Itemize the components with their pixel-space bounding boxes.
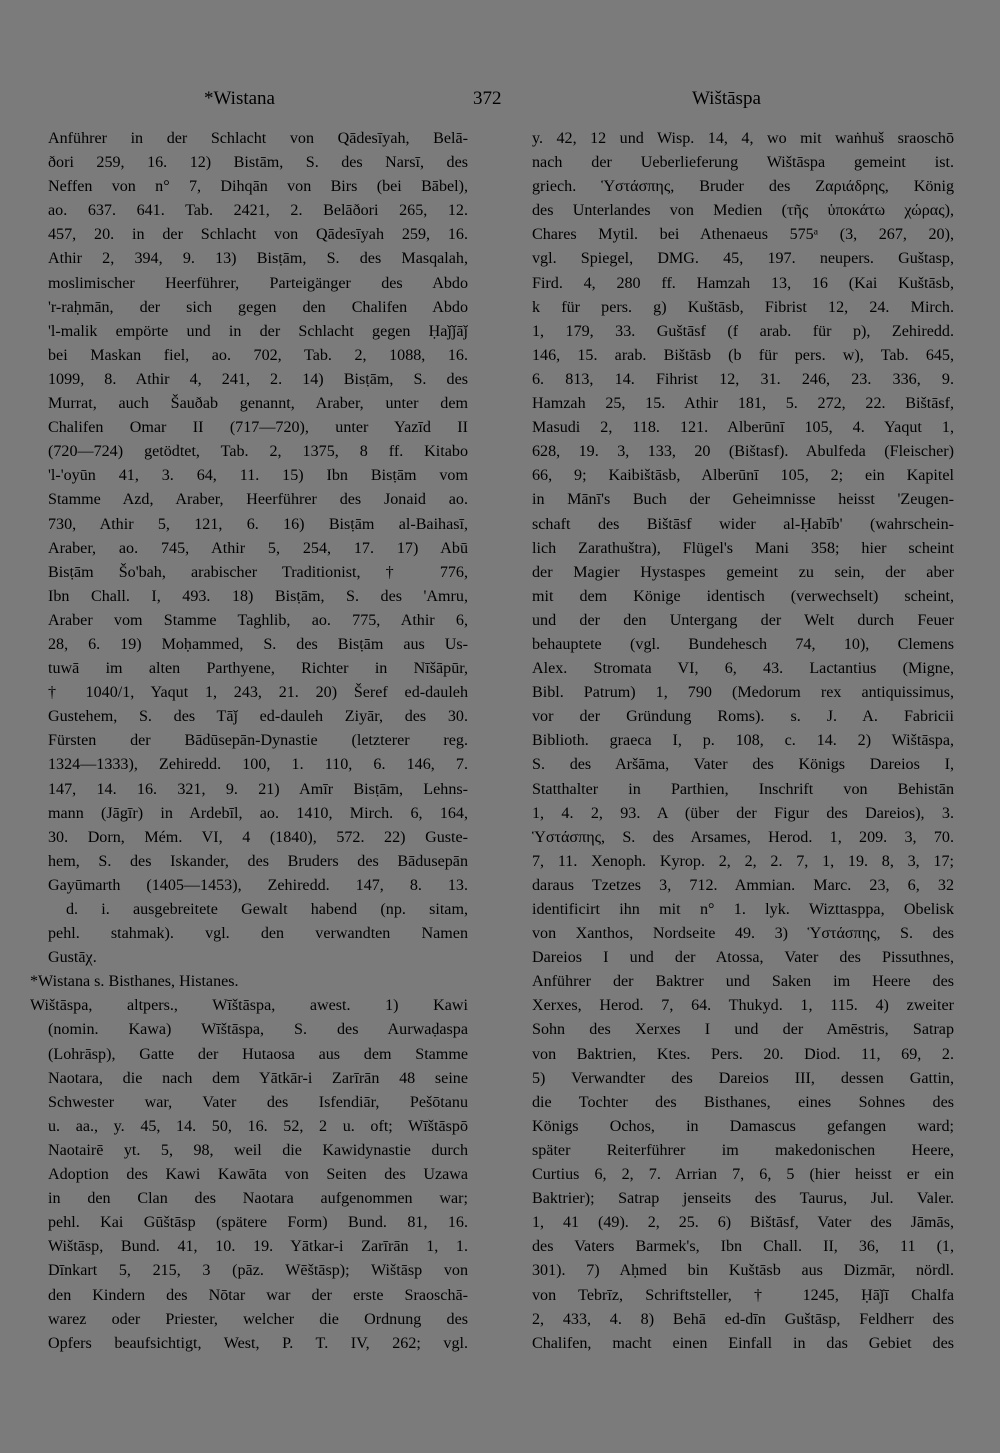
text-line: von Tebrīz, Schriftsteller, † 1245, Ḥāǰī Chalfa: [532, 1286, 954, 1304]
text-line: Dareios I und der Atossa, Vater des Pissuthnes,: [532, 949, 954, 967]
text-line: in Mānī's Buch der Geheimnisse heisst 'Zeugen-: [532, 491, 954, 509]
text-line: 730, Athir 5, 121, 6. 16) Bisṭām al-Baihasī,: [48, 515, 468, 533]
text-line: von Baktrien, Ktes. Pers. 20. Diod. 11, 69, 2.: [532, 1045, 954, 1063]
text-line: den Kindern des Nōtar war der erste Sraoschā-: [48, 1286, 468, 1304]
header-right-headword: Wištāspa: [692, 88, 761, 109]
text-line: ao. 637. 641. Tab. 2421, 2. Belāðori 265, 12.: [48, 202, 468, 220]
text-line: lich Zarathuštra), Flügel's Mani 358; hier scheint: [532, 539, 954, 557]
text-line: 30. Dorn, Mém. VI, 4 (1840), 572. 22) Guste-: [48, 828, 468, 846]
text-line: Xerxes, Herod. 7, 64. Thukyd. 1, 115. 4) zweiter: [532, 997, 954, 1015]
text-line: Anführer in der Schlacht von Qādesīyah, Belā-: [48, 130, 468, 147]
text-line: von Xanthos, Nordseite 49. 3) Ὑστάσπης, S. des: [532, 925, 954, 943]
text-line: 6. 813, 14. Fihrist 12, 31. 246, 23. 336, 9.: [532, 370, 954, 388]
text-line: Fird. 4, 280 ff. Hamzah 13, 16 (Kai Kuštāsb,: [532, 274, 954, 292]
text-line: Chares Mytil. bei Athenaeus 575ᵃ (3, 267, 20),: [532, 226, 954, 244]
text-line: 146, 15. arab. Bištāsb (b für pers. w), Tab. 645,: [532, 346, 954, 364]
text-line: mann (Jāgīr) in Ardebīl, ao. 1410, Mirch. 6, 164,: [48, 804, 468, 822]
left-column: [30, 127, 468, 1356]
text-line: Naotara, die nach dem Yātkār-i Zarīrān 48 seine: [48, 1069, 468, 1087]
text-line: Schwester war, Vater des Isfendiār, Pešōtanu: [48, 1093, 468, 1111]
text-line: 'r-raḥmān, der sich gegen den Chalifen Abdo: [48, 298, 468, 316]
text-line: schaft des Bištāsf wider al-Ḥabīb' (wahrschein-: [532, 515, 954, 533]
text-line: des Unterlandes von Medien (τῆς ὑποκάτω χώρας),: [532, 202, 954, 220]
text-line: die Tochter des Bisthanes, eines Sohnes des: [532, 1093, 954, 1111]
text-line: Wištāsp, Bund. 41, 10. 19. Yātkar-i Zarīrān 1, 1.: [48, 1238, 468, 1256]
right-column: [532, 127, 954, 1356]
text-line: Sohn des Xerxes I und der Amēstris, Satrap: [532, 1021, 954, 1039]
text-line: Araber vom Stamme Taghlib, ao. 775, Athir 6,: [48, 611, 468, 629]
text-line: pehl. Kai Gūštāsp (spätere Form) Bund. 81, 16.: [48, 1214, 468, 1232]
text-line: 301). 7) Aḥmed bin Kuštāsb aus Dizmār, nördl.: [532, 1262, 954, 1280]
text-line: 66, 9; Kaibištāsb, Alberūnī 105, 2; ein Kapitel: [532, 467, 954, 485]
text-line: Opfers beaufsichtigt, West, P. T. IV, 262; vgl.: [48, 1334, 468, 1352]
text-line: Biblioth. graeca I, p. 108, c. 14. 2) Wištāspa,: [532, 732, 954, 750]
text-line: behauptete (vgl. Bundehesch 74, 10), Clemens: [532, 635, 954, 653]
text-line: griech. Ὑστάσπης, Bruder des Ζαριάδρης, König: [532, 178, 954, 196]
text-line: Gustehem, S. des Tāǰ ed-dauleh Ziyār, des 30.: [48, 708, 468, 726]
text-line: Murrat, auch Šauðab genannt, Araber, unter dem: [48, 395, 468, 413]
header-left-headword: *Wistana: [204, 88, 275, 109]
text-line: 457, 20. in der Schlacht von Qādesīyah 259, 16.: [48, 226, 468, 244]
text-line: (720—724) getödtet, Tab. 2, 1375, 8 ff. Kitabo: [48, 443, 468, 461]
text-line: Stamme Azd, Araber, Heerführer des Jonaid ao.: [48, 491, 468, 509]
text-line: 1, 41 (49). 2, 25. 6) Bištāsf, Vater des Jāmās,: [532, 1214, 954, 1232]
text-line: 628, 19. 3, 133, 20 (Bištasf). Abulfeda (Fleischer): [532, 443, 954, 461]
text-line: vgl. Spiegel, DMG. 45, 197. neupers. Guštasp,: [532, 250, 954, 268]
text-line: d. i. ausgebreitete Gewalt habend (np. sitam,: [66, 901, 468, 918]
text-line: Wištāspa, altpers., Wīštāspa, awest. 1) Kawi: [30, 997, 468, 1015]
text-line: Adoption des Kawi Kawāta von Seiten des Uzawa: [48, 1166, 468, 1184]
text-line: der Magier Hystaspes gemeint zu sein, der aber: [532, 563, 954, 581]
text-line: mit dem Könige identisch (verwechselt) scheint,: [532, 587, 954, 605]
text-line: Naotairē yt. 5, 98, weil die Kawidynastie durch: [48, 1141, 468, 1159]
text-line: 5) Verwandter des Dareios III, dessen Gattin,: [532, 1069, 954, 1087]
text-line: 'l-'oyūn 41, 3. 64, 11. 15) Ibn Bisṭām vom: [48, 467, 468, 485]
text-line: 'l-malik empörte und in der Schlacht gegen Ḥaǰǰāǰ: [48, 322, 468, 340]
text-line: 1, 4. 2, 93. A (über der Figur des Dareios), 3.: [532, 804, 954, 822]
text-line: Königs Ochos, in Damascus gefangen ward;: [532, 1117, 954, 1135]
text-line: y. 42, 12 und Wisp. 14, 4, wo mit waṅhuš sraoschō: [532, 130, 954, 147]
text-line: daraus Tzetzes 3, 712. Ammian. Marc. 23, 6, 32: [532, 876, 954, 894]
text-line: Chalifen Omar II (717—720), unter Yazīd II: [48, 419, 468, 437]
text-line: Fürsten der Bādūsepān-Dynastie (letzterer reg.: [48, 732, 468, 750]
text-line: Chalifen, macht einen Einfall in das Gebiet des: [532, 1334, 954, 1352]
text-line: Athir 2, 394, 9. 13) Bisṭām, S. des Masqalah,: [48, 250, 468, 268]
text-line: 7, 11. Xenoph. Kyrop. 2, 2, 2. 7, 1, 19. 8, 3, 17;: [532, 852, 954, 870]
page-number: 372: [473, 88, 502, 109]
text-line: 2, 433, 4. 8) Behā ed-dīn Guštāsp, Feldherr des: [532, 1310, 954, 1328]
text-line: und der den Untergang der Welt durch Feuer: [532, 611, 954, 629]
text-line: † 1040/1, Yaqut 1, 243, 21. 20) Šeref ed-dauleh: [48, 684, 468, 702]
text-line: Bisṭām Šo'bah, arabischer Traditionist, † 776,: [48, 563, 468, 581]
text-line: (nomin. Kawa) Wīštāspa, S. des Aurwaḍaspa: [48, 1021, 468, 1039]
text-line: Alex. Stromata VI, 6, 43. Lactantius (Migne,: [532, 660, 954, 678]
text-line: pehl. stahmak). vgl. den verwandten Namen: [48, 925, 468, 943]
text-line: Ibn Chall. I, 493. 18) Bisṭām, S. des 'Amru,: [48, 587, 468, 605]
text-line: 1099, 8. Athir 4, 241, 2. 14) Bisṭām, S. des: [48, 370, 468, 388]
text-line: des Vaters Barmek's, Ibn Chall. II, 36, 11 (1,: [532, 1238, 954, 1256]
text-line: Ὑστάσπης, S. des Arsames, Herod. 1, 209. 3, 70.: [532, 828, 954, 846]
text-line: k für pers. g) Kuštāsb, Fibrist 12, 24. Mirch.: [532, 298, 954, 316]
text-line: Statthalter in Parthien, Inschrift von Behistān: [532, 780, 954, 798]
text-line: Baktrier); Satrap jenseits des Taurus, Jul. Valer.: [532, 1190, 954, 1208]
text-line: 1, 179, 33. Guštāsf (f arab. für p), Zehiredd.: [532, 322, 954, 340]
text-line: tuwā im alten Parthyene, Richter in Nīšāpūr,: [48, 660, 468, 678]
text-line: Araber, ao. 745, Athir 5, 254, 17. 17) Abū: [48, 539, 468, 557]
text-line: ðori 259, 16. 12) Bistām, S. des Narsī, des: [48, 154, 468, 172]
text-line: u. aa., y. 45, 14. 50, 16. 52, 2 u. oft; Wīštāspō: [48, 1117, 468, 1135]
text-line: Neffen von n° 7, Dihqān von Birs (bei Bābel),: [48, 178, 468, 196]
text-line: 147, 14. 16. 321, 9. 21) Amīr Bisṭām, Lehns-: [48, 780, 468, 798]
text-line: Gayūmarth (1405—1453), Zehiredd. 147, 8. 13.: [48, 876, 468, 894]
text-line: S. des Aršāma, Vater des Königs Dareios I,: [532, 756, 954, 774]
text-line: Curtius 6, 2, 7. Arrian 7, 6, 5 (hier heisst er ein: [532, 1166, 954, 1184]
text-line: moslimischer Heerführer, Parteigänger des Abdo: [48, 274, 468, 292]
text-line: Gustāχ.: [48, 949, 97, 967]
text-line: warez oder Priester, welcher die Ordnung des: [48, 1310, 468, 1328]
text-line: Bibl. Patrum) 1, 790 (Medorum rex antiquissimus,: [532, 684, 954, 702]
text-line: bei Maskan fiel, ao. 702, Tab. 2, 1088, 16.: [48, 346, 468, 364]
text-line: in den Clan des Naotara aufgenommen war;: [48, 1190, 468, 1208]
text-line: Masudi 2, 118. 121. Alberūnī 105, 4. Yaqut 1,: [532, 419, 954, 437]
text-line: 28, 6. 19) Moḥammed, S. des Bisṭām aus Us-: [48, 635, 468, 653]
text-line: nach der Ueberlieferung Wištāspa gemeint ist.: [532, 154, 954, 172]
text-line: Hamzah 25, 15. Athir 181, 5. 272, 22. Bištāsf,: [532, 395, 954, 413]
text-line: Anführer der Baktrer und Saken im Heere des: [532, 973, 954, 991]
text-line: *Wistana s. Bisthanes, Histanes.: [30, 973, 239, 991]
text-line: 1324—1333), Zehiredd. 100, 1. 110, 6. 146, 7.: [48, 756, 468, 774]
text-line: später Reiterführer im makedonischen Heere,: [532, 1141, 954, 1159]
page-header: [0, 88, 1000, 116]
text-line: (Lohrāsp), Gatte der Hutaosa aus dem Stamme: [48, 1045, 468, 1063]
text-line: identificirt ihn mit n° 1. lyk. Wizttasppa, Obelisk: [532, 901, 954, 918]
text-line: hem, S. des Iskander, des Bruders des Bādusepān: [48, 852, 468, 870]
text-line: Dīnkart 5, 215, 3 (pāz. Wēštāsp); Wištāsp von: [48, 1262, 468, 1280]
text-line: vor der Gründung Roms). s. J. A. Fabricii: [532, 708, 954, 726]
